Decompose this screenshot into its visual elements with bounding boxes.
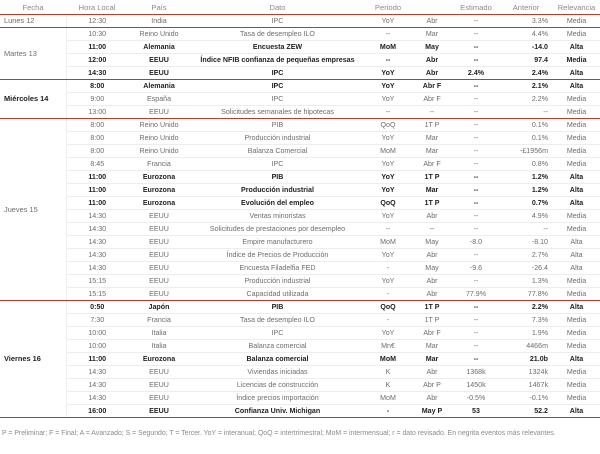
cell-country: EEUU xyxy=(128,210,190,223)
cell-country: España xyxy=(128,93,190,106)
table-row xyxy=(0,106,600,119)
header-anterior: Anterior xyxy=(499,0,553,15)
cell-estimate: -- xyxy=(453,197,499,210)
cell-time: 7:30 xyxy=(66,314,128,327)
cell-period: Mar xyxy=(411,340,453,353)
cell-country: Italia xyxy=(128,327,190,340)
footnote: P = Preliminar; F = Final; A = Avanzado; S = Segundo; T = Tercer. YoY = interanual; QoQ = intertrimestral; MoM = intermensual; r = dato revisado. En negrita eventos más relevantes. xyxy=(2,430,556,437)
cell-period: Abr xyxy=(411,67,453,80)
cell-previous: 2.2% xyxy=(499,301,553,314)
cell-period: Abr xyxy=(411,366,453,379)
cell-previous: -£1956m xyxy=(499,145,553,158)
cell-indicator: IPC xyxy=(190,67,365,80)
header-fecha: Fecha xyxy=(0,0,66,15)
cell-estimate: -- xyxy=(453,106,499,119)
cell-relevance: Media xyxy=(553,93,600,106)
cell-time: 15:15 xyxy=(66,275,128,288)
cell-previous: 0.1% xyxy=(499,119,553,132)
cell-unit: - xyxy=(365,405,411,418)
cell-time: 11:00 xyxy=(66,184,128,197)
cell-estimate: -- xyxy=(453,15,499,28)
cell-unit: MoM xyxy=(365,41,411,54)
table-row xyxy=(0,80,600,93)
cell-relevance: Alta xyxy=(553,262,600,275)
table-row xyxy=(0,327,600,340)
cell-previous: 21.0b xyxy=(499,353,553,366)
cell-relevance: Media xyxy=(553,288,600,301)
cell-period: May xyxy=(411,41,453,54)
cell-country: Eurozona xyxy=(128,171,190,184)
cell-indicator: Licencias de construcción xyxy=(190,379,365,392)
header-dato: Dato xyxy=(190,0,365,15)
cell-estimate: 2.4% xyxy=(453,67,499,80)
cell-indicator: Empire manufacturero xyxy=(190,236,365,249)
cell-time: 11:00 xyxy=(66,41,128,54)
cell-indicator: IPC xyxy=(190,327,365,340)
table-row xyxy=(0,223,600,236)
cell-unit: YoY xyxy=(365,210,411,223)
cell-estimate: -- xyxy=(453,132,499,145)
cell-unit: YoY xyxy=(365,93,411,106)
cell-indicator: PIB xyxy=(190,301,365,314)
cell-indicator: Solicitudes semanales de hipotecas xyxy=(190,106,365,119)
header-periodo: Periodo xyxy=(365,0,411,15)
cell-estimate: 1368k xyxy=(453,366,499,379)
cell-relevance: Media xyxy=(553,275,600,288)
cell-relevance: Media xyxy=(553,158,600,171)
cell-previous: 1.9% xyxy=(499,327,553,340)
cell-estimate: -- xyxy=(453,353,499,366)
cell-period: Abr xyxy=(411,15,453,28)
cell-time: 8:00 xyxy=(66,132,128,145)
cell-relevance: Media xyxy=(553,340,600,353)
cell-time: 14:30 xyxy=(66,210,128,223)
cell-indicator: Producción industrial xyxy=(190,275,365,288)
cell-indicator: Tasa de desempleo ILO xyxy=(190,28,365,41)
cell-time: 11:00 xyxy=(66,197,128,210)
cell-indicator: Confianza Univ. Michigan xyxy=(190,405,365,418)
cell-relevance: Media xyxy=(553,132,600,145)
cell-period: 1T P xyxy=(411,301,453,314)
cell-indicator: Encuesta ZEW xyxy=(190,41,365,54)
cell-indicator: PIB xyxy=(190,171,365,184)
cell-time: 14:30 xyxy=(66,366,128,379)
cell-period: -- xyxy=(411,223,453,236)
cell-estimate: -- xyxy=(453,301,499,314)
cell-country: EEUU xyxy=(128,366,190,379)
cell-country: Eurozona xyxy=(128,353,190,366)
table-row xyxy=(0,197,600,210)
cell-country: EEUU xyxy=(128,275,190,288)
cell-indicator: Índice precios importación xyxy=(190,392,365,405)
cell-unit: MoM xyxy=(365,392,411,405)
header-estimado: Estimado xyxy=(453,0,499,15)
cell-time: 9:00 xyxy=(66,93,128,106)
cell-previous: 1467k xyxy=(499,379,553,392)
cell-estimate: -- xyxy=(453,145,499,158)
cell-period: -- xyxy=(411,106,453,119)
cell-unit: YoY xyxy=(365,171,411,184)
cell-relevance: Media xyxy=(553,392,600,405)
cell-previous: -- xyxy=(499,223,553,236)
cell-unit: K xyxy=(365,366,411,379)
day-label: Lunes 12 xyxy=(0,15,66,28)
table-row xyxy=(0,236,600,249)
table-row xyxy=(0,158,600,171)
cell-previous: 52.2 xyxy=(499,405,553,418)
cell-time: 14:30 xyxy=(66,236,128,249)
cell-country: EEUU xyxy=(128,106,190,119)
cell-indicator: Tasa de desempleo ILO xyxy=(190,314,365,327)
cell-time: 8:00 xyxy=(66,145,128,158)
cell-period: Abr F xyxy=(411,158,453,171)
cell-estimate: -- xyxy=(453,210,499,223)
cell-country: Reino Unido xyxy=(128,132,190,145)
cell-unit: -- xyxy=(365,28,411,41)
cell-estimate: -0.5% xyxy=(453,392,499,405)
table-row xyxy=(0,28,600,41)
cell-indicator: Índice NFIB confianza de pequeñas empresas xyxy=(190,54,365,67)
cell-period: Abr F xyxy=(411,327,453,340)
cell-time: 11:00 xyxy=(66,171,128,184)
table-row xyxy=(0,145,600,158)
cell-country: EEUU xyxy=(128,262,190,275)
cell-estimate: -- xyxy=(453,80,499,93)
table-row xyxy=(0,262,600,275)
cell-previous: 2.4% xyxy=(499,67,553,80)
cell-country: EEUU xyxy=(128,288,190,301)
cell-country: EEUU xyxy=(128,236,190,249)
cell-country: Reino Unido xyxy=(128,28,190,41)
table-row xyxy=(0,288,600,301)
header-relevancia: Relevancia xyxy=(553,0,600,15)
cell-indicator: IPC xyxy=(190,93,365,106)
cell-estimate: -- xyxy=(453,327,499,340)
cell-period: Mar xyxy=(411,28,453,41)
cell-relevance: Media xyxy=(553,119,600,132)
cell-time: 13:00 xyxy=(66,106,128,119)
cell-time: 14:30 xyxy=(66,249,128,262)
header-pais: País xyxy=(128,0,190,15)
cell-time: 12:30 xyxy=(66,15,128,28)
table-row xyxy=(0,301,600,314)
cell-estimate: -- xyxy=(453,119,499,132)
table-row xyxy=(0,210,600,223)
cell-relevance: Alta xyxy=(553,80,600,93)
cell-indicator: IPC xyxy=(190,80,365,93)
cell-relevance: Media xyxy=(553,210,600,223)
cell-estimate: -- xyxy=(453,314,499,327)
cell-country: Alemania xyxy=(128,80,190,93)
cell-indicator: Producción industrial xyxy=(190,132,365,145)
cell-country: EEUU xyxy=(128,223,190,236)
cell-unit: -- xyxy=(365,106,411,119)
cell-indicator: Balanza comercial xyxy=(190,340,365,353)
table-header xyxy=(0,0,600,15)
cell-country: EEUU xyxy=(128,379,190,392)
cell-unit: - xyxy=(365,288,411,301)
cell-estimate: -- xyxy=(453,249,499,262)
cell-relevance: Alta xyxy=(553,249,600,262)
cell-relevance: Media xyxy=(553,327,600,340)
cell-unit: -- xyxy=(365,54,411,67)
cell-relevance: Media xyxy=(553,379,600,392)
cell-country: EEUU xyxy=(128,405,190,418)
cell-relevance: Alta xyxy=(553,301,600,314)
cell-unit: MoM xyxy=(365,353,411,366)
cell-time: 14:30 xyxy=(66,379,128,392)
cell-estimate: -- xyxy=(453,223,499,236)
day-label: Viernes 16 xyxy=(0,301,66,418)
table-row xyxy=(0,392,600,405)
cell-previous: 2.7% xyxy=(499,249,553,262)
cell-estimate: -- xyxy=(453,41,499,54)
cell-estimate: -8.0 xyxy=(453,236,499,249)
cell-country: Italia xyxy=(128,340,190,353)
table-row xyxy=(0,41,600,54)
cell-previous: 4466m xyxy=(499,340,553,353)
cell-unit: QoQ xyxy=(365,119,411,132)
cell-previous: 4.9% xyxy=(499,210,553,223)
cell-period: Mar xyxy=(411,132,453,145)
cell-estimate: -- xyxy=(453,93,499,106)
table-body xyxy=(0,15,600,418)
cell-time: 0:50 xyxy=(66,301,128,314)
cell-time: 11:00 xyxy=(66,353,128,366)
cell-previous: -0.1% xyxy=(499,392,553,405)
cell-period: Abr xyxy=(411,392,453,405)
cell-time: 8:00 xyxy=(66,80,128,93)
cell-country: EEUU xyxy=(128,249,190,262)
cell-unit: YoY xyxy=(365,158,411,171)
cell-period: 1T P xyxy=(411,119,453,132)
cell-relevance: Media xyxy=(553,54,600,67)
cell-period: Abr xyxy=(411,210,453,223)
cell-unit: MoM xyxy=(365,145,411,158)
cell-period: Abr xyxy=(411,249,453,262)
cell-time: 10:00 xyxy=(66,340,128,353)
cell-previous: 1.3% xyxy=(499,275,553,288)
cell-period: Abr xyxy=(411,54,453,67)
cell-time: 14:30 xyxy=(66,67,128,80)
cell-country: Eurozona xyxy=(128,197,190,210)
cell-country: Alemania xyxy=(128,41,190,54)
cell-time: 8:45 xyxy=(66,158,128,171)
table-row xyxy=(0,15,600,28)
cell-previous: 4.4% xyxy=(499,28,553,41)
cell-estimate: -- xyxy=(453,171,499,184)
cell-country: Japón xyxy=(128,301,190,314)
cell-unit: QoQ xyxy=(365,301,411,314)
cell-unit: Mn€ xyxy=(365,340,411,353)
cell-indicator: Encuesta Filadelfia FED xyxy=(190,262,365,275)
cell-previous: 1.2% xyxy=(499,171,553,184)
cell-relevance: Alta xyxy=(553,184,600,197)
cell-relevance: Media xyxy=(553,106,600,119)
cell-indicator: Balanza comercial xyxy=(190,353,365,366)
cell-estimate: -- xyxy=(453,340,499,353)
cell-relevance: Media xyxy=(553,28,600,41)
cell-unit: YoY xyxy=(365,67,411,80)
table-row xyxy=(0,119,600,132)
table-row xyxy=(0,366,600,379)
cell-unit: MoM xyxy=(365,236,411,249)
table-row xyxy=(0,184,600,197)
table-row xyxy=(0,405,600,418)
cell-previous: 7.3% xyxy=(499,314,553,327)
cell-estimate: -9.6 xyxy=(453,262,499,275)
cell-estimate: -- xyxy=(453,158,499,171)
cell-previous: -26.4 xyxy=(499,262,553,275)
cell-unit: YoY xyxy=(365,80,411,93)
table-row xyxy=(0,93,600,106)
cell-time: 10:30 xyxy=(66,28,128,41)
table-row xyxy=(0,67,600,80)
table-row xyxy=(0,171,600,184)
cell-country: Francia xyxy=(128,314,190,327)
cell-relevance: Alta xyxy=(553,67,600,80)
cell-previous: 0.8% xyxy=(499,158,553,171)
cell-period: Mar xyxy=(411,353,453,366)
cell-indicator: Ventas minoristas xyxy=(190,210,365,223)
cell-relevance: Alta xyxy=(553,405,600,418)
cell-period: 1T P xyxy=(411,171,453,184)
cell-unit: QoQ xyxy=(365,197,411,210)
cell-estimate: 1450k xyxy=(453,379,499,392)
cell-indicator: Balanza Comercial xyxy=(190,145,365,158)
cell-previous: -14.0 xyxy=(499,41,553,54)
cell-country: EEUU xyxy=(128,54,190,67)
cell-period: Abr F xyxy=(411,93,453,106)
cell-estimate: -- xyxy=(453,275,499,288)
cell-indicator: Índice de Precios de Producción xyxy=(190,249,365,262)
table-row xyxy=(0,340,600,353)
day-label: Jueves 15 xyxy=(0,119,66,301)
cell-relevance: Media xyxy=(553,314,600,327)
cell-previous: 1324k xyxy=(499,366,553,379)
cell-period: May xyxy=(411,262,453,275)
cell-country: Eurozona xyxy=(128,184,190,197)
cell-time: 10:00 xyxy=(66,327,128,340)
cell-estimate: 77.9% xyxy=(453,288,499,301)
cell-relevance: Media xyxy=(553,366,600,379)
cell-previous: -8.10 xyxy=(499,236,553,249)
cell-time: 14:30 xyxy=(66,392,128,405)
cell-relevance: Media xyxy=(553,15,600,28)
cell-time: 14:30 xyxy=(66,223,128,236)
cell-unit: - xyxy=(365,262,411,275)
cell-country: EEUU xyxy=(128,67,190,80)
cell-period: Mar xyxy=(411,184,453,197)
header-periodo-detail xyxy=(411,0,453,15)
cell-country: Reino Unido xyxy=(128,119,190,132)
header-hora-local: Hora Local xyxy=(66,0,128,15)
table-row xyxy=(0,54,600,67)
cell-time: 15:15 xyxy=(66,288,128,301)
cell-unit: YoY xyxy=(365,275,411,288)
cell-previous: 0.1% xyxy=(499,132,553,145)
header-row xyxy=(0,0,600,15)
cell-relevance: Media xyxy=(553,145,600,158)
cell-estimate: -- xyxy=(453,28,499,41)
cell-previous: 97.4 xyxy=(499,54,553,67)
cell-previous: 77.8% xyxy=(499,288,553,301)
cell-indicator: Capacidad utilizada xyxy=(190,288,365,301)
cell-time: 16:00 xyxy=(66,405,128,418)
cell-estimate: -- xyxy=(453,184,499,197)
cell-unit: YoY xyxy=(365,132,411,145)
cell-relevance: Alta xyxy=(553,197,600,210)
cell-time: 8:00 xyxy=(66,119,128,132)
cell-period: Abr xyxy=(411,275,453,288)
cell-indicator: Viviendas iniciadas xyxy=(190,366,365,379)
cell-indicator: Solicitudes de prestaciones por desempleo xyxy=(190,223,365,236)
cell-relevance: Alta xyxy=(553,353,600,366)
cell-previous: 0.7% xyxy=(499,197,553,210)
cell-estimate: 53 xyxy=(453,405,499,418)
cell-unit: YoY xyxy=(365,327,411,340)
cell-period: Abr F xyxy=(411,80,453,93)
cell-previous: 3.3% xyxy=(499,15,553,28)
cell-indicator: Evolución del empleo xyxy=(190,197,365,210)
cell-previous: 2.2% xyxy=(499,93,553,106)
table-row xyxy=(0,249,600,262)
cell-unit: K xyxy=(365,379,411,392)
cell-relevance: Alta xyxy=(553,41,600,54)
cell-unit: YoY xyxy=(365,249,411,262)
cell-unit: -- xyxy=(365,223,411,236)
cell-relevance: Media xyxy=(553,223,600,236)
cell-country: EEUU xyxy=(128,392,190,405)
cell-country: Francia xyxy=(128,158,190,171)
cell-period: May P xyxy=(411,405,453,418)
day-label: Martes 13 xyxy=(0,28,66,80)
cell-period: Abr P xyxy=(411,379,453,392)
cell-indicator: IPC xyxy=(190,15,365,28)
cell-relevance: Alta xyxy=(553,171,600,184)
table-row xyxy=(0,275,600,288)
cell-period: Mar xyxy=(411,145,453,158)
cell-previous: -- xyxy=(499,106,553,119)
cell-country: Reino Unido xyxy=(128,145,190,158)
table-row xyxy=(0,314,600,327)
cell-time: 12:00 xyxy=(66,54,128,67)
table-row xyxy=(0,353,600,366)
cell-unit: - xyxy=(365,314,411,327)
table-row xyxy=(0,379,600,392)
cell-period: 1T P xyxy=(411,314,453,327)
cell-unit: YoY xyxy=(365,184,411,197)
cell-time: 14:30 xyxy=(66,262,128,275)
cell-indicator: PIB xyxy=(190,119,365,132)
cell-relevance: Alta xyxy=(553,236,600,249)
cell-period: 1T P xyxy=(411,197,453,210)
cell-period: May xyxy=(411,236,453,249)
cell-indicator: Producción industrial xyxy=(190,184,365,197)
cell-previous: 2.1% xyxy=(499,80,553,93)
table-row xyxy=(0,132,600,145)
cell-indicator: IPC xyxy=(190,158,365,171)
cell-previous: 1.2% xyxy=(499,184,553,197)
cell-unit: YoY xyxy=(365,15,411,28)
cell-estimate: -- xyxy=(453,54,499,67)
day-label: Miércoles 14 xyxy=(0,80,66,119)
cell-country: India xyxy=(128,15,190,28)
cell-period: Abr xyxy=(411,288,453,301)
